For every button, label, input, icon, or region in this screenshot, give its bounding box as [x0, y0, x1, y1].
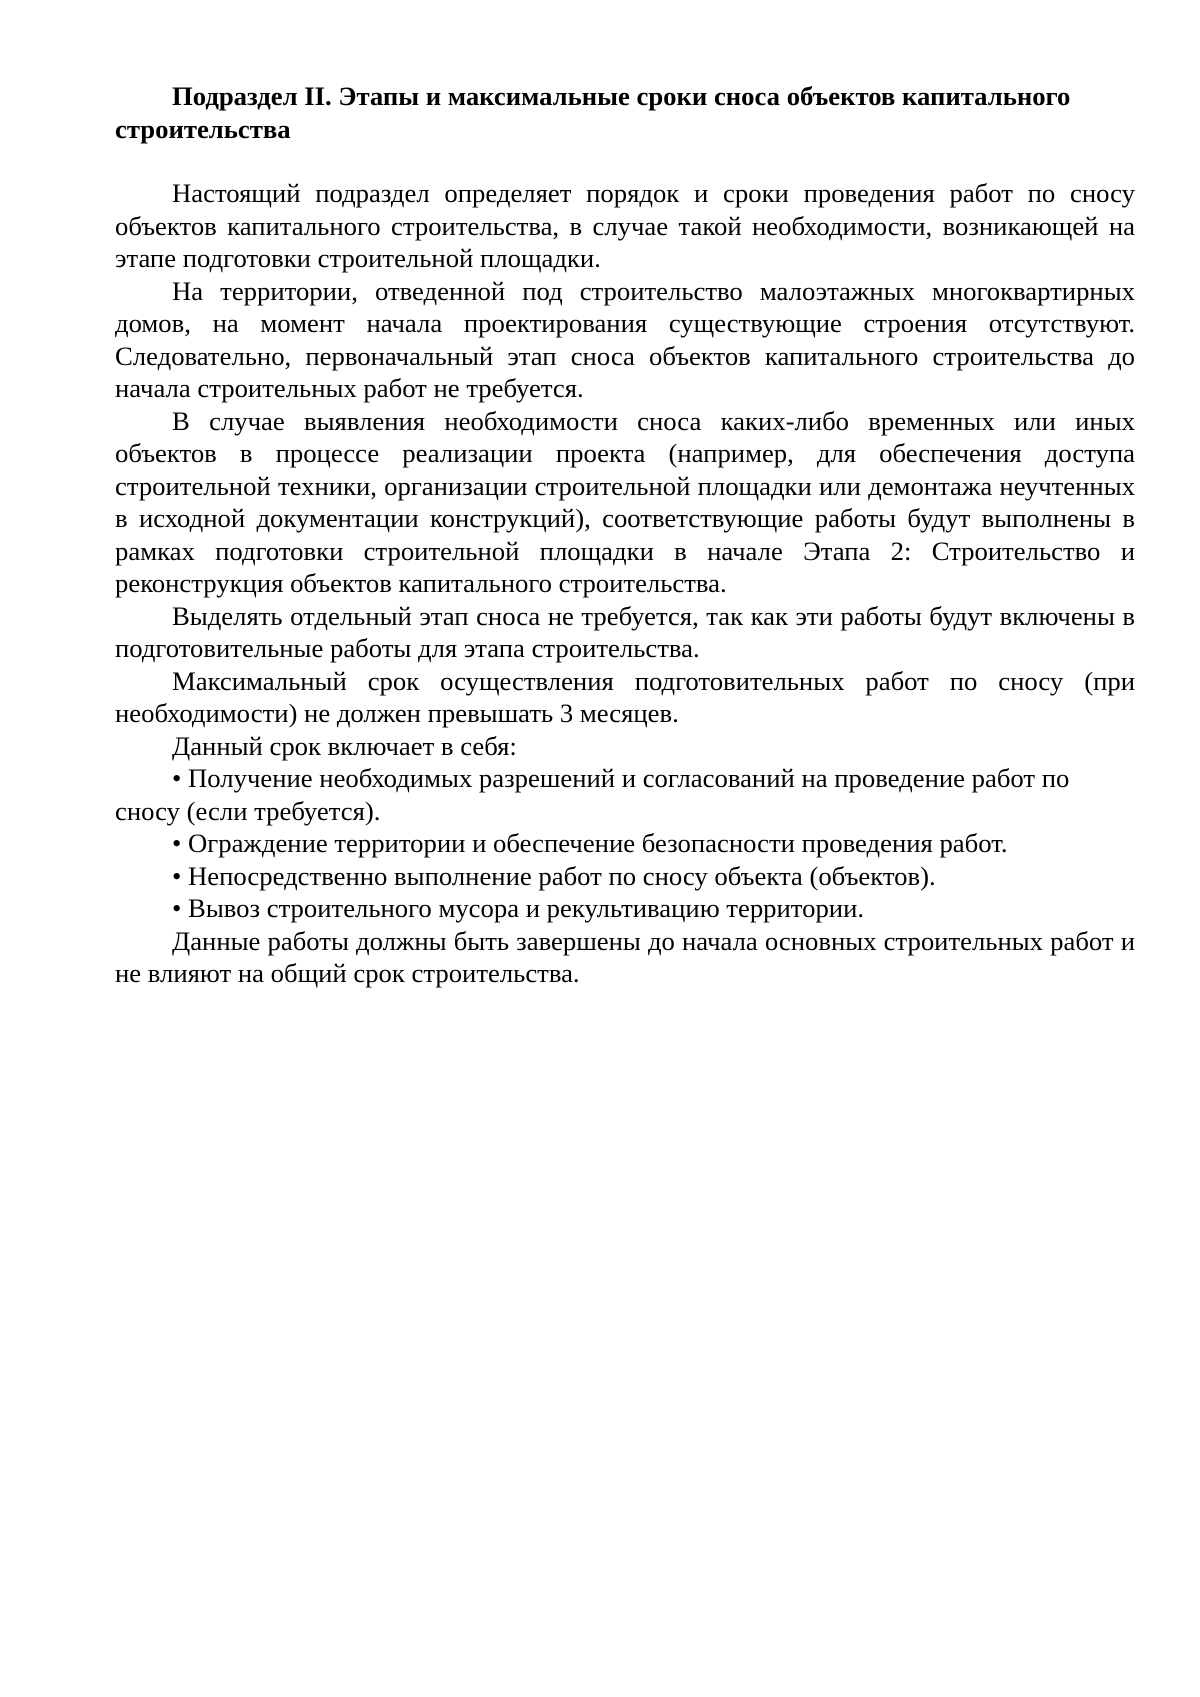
paragraph-term-includes: Данный срок включает в себя:	[172, 730, 517, 761]
list-item-text: Непосредственно выполнение работ по сносу объекта (объектов).	[188, 860, 936, 891]
paragraph-territory: На территории, отведенной под строительство малоэтажных многоквартирных домов, на момент начала проектирования существующие строения отсутствуют. Следовательно, первоначальный этап сноса объектов капитального строительства до начала строительных работ не требуется.	[115, 275, 1135, 403]
list-item	[115, 827, 1135, 860]
document-page	[115, 80, 1135, 990]
paragraph-closing: Данные работы должны быть завершены до начала основных строительных работ и не влияют на общий срок строительства.	[115, 925, 1135, 988]
paragraph-no-separate-stage: Выделять отдельный этап сноса не требуется, так как эти работы будут включены в подготовительные работы для этапа строительства.	[115, 600, 1135, 663]
bullet-icon: •	[172, 763, 182, 793]
bullet-icon: •	[172, 893, 182, 923]
list-item	[115, 860, 1135, 893]
bullet-icon: •	[172, 860, 182, 891]
paragraph-demolition-case: В случае выявления необходимости сноса каких-либо временных или иных объектов в процессе реализации проекта (например, для обеспечения доступа строительной техники, организации строительной площадки или демонтажа неучтенных в исходной документации конструкций), соответствующие работы будут выполнены в рамках подготовки строительной площадки в начале Этапа 2: Строительство и реконструкция объектов капитального строительства.	[115, 405, 1135, 598]
paragraph-max-term: Максимальный срок осуществления подготовительных работ по сносу (при необходимости) не должен превышать 3 месяцев.	[115, 665, 1135, 728]
list-item-text: Получение необходимых разрешений и согласований на проведение работ по сносу (если требуется).	[115, 763, 1070, 826]
list-item	[115, 762, 1135, 827]
list-item-text: Ограждение территории и обеспечение безопасности проведения работ.	[188, 828, 1008, 858]
list-item-text: Вывоз строительного мусора и рекультивацию территории.	[188, 893, 865, 923]
bullet-icon: •	[172, 828, 182, 858]
section-heading: Подраздел II. Этапы и максимальные сроки сноса объектов капитального строительства	[115, 81, 1071, 144]
list-item	[115, 892, 1135, 925]
paragraph-intro: Настоящий подраздел определяет порядок и сроки проведения работ по сносу объектов капитального строительства, в случае такой необходимости, возникающей на этапе подготовки строительной площадки.	[115, 178, 1135, 273]
